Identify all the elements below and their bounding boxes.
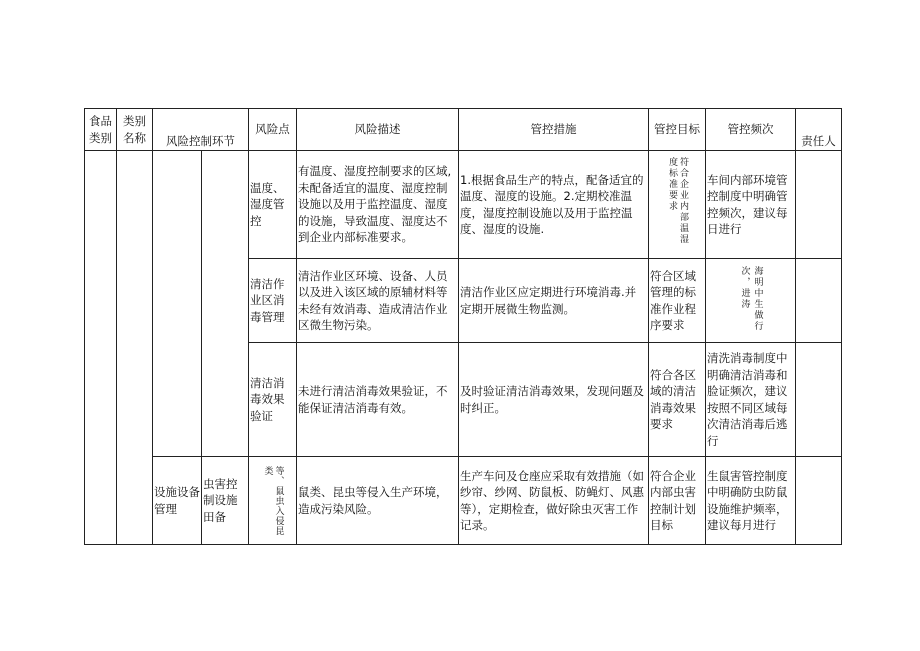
header-target: 管控目标: [649, 109, 706, 151]
header-risk-desc: 风险描述: [297, 109, 459, 151]
risk-desc-cell: 有温度、湿度控制要求的区域,未配备适宜的温度、湿度控制设施以及用于监控温度、湿度的设施，导致温度、湿度达不到企业内部标准要求。: [297, 151, 459, 259]
target-cell: 符合企业内部虫害控制计划目标: [649, 457, 706, 545]
frequency-vertical-text: 海明中生做行次，进涛: [739, 265, 763, 332]
header-row: [85, 109, 842, 151]
header-measures: 管控措施: [459, 109, 649, 151]
measures-cell: 生产车问及仓座应采取有效措施（如纱帘、纱网、防鼠板、防蝇灯、风惠等），定期检查，做好除虫灭害工作记录。: [459, 457, 649, 545]
frequency-cell: 清洗消毒制度中明确清洁消毒和脸证频次，建议按照不同区域每次清洁消毒后逃行: [706, 343, 796, 457]
target-cell: 符合各区域的清洁消毒效果要求: [649, 343, 706, 457]
risk-desc-cell: 鼠类、昆虫等侵入生产环境，造成污染风险。: [297, 457, 459, 545]
risk-point-cell: [249, 457, 297, 545]
target-cell: 符合区域管理的标准作业程序要求: [649, 259, 706, 343]
responsible-cell: [796, 259, 842, 343]
header-responsible: 责任人: [796, 109, 842, 151]
link2-cell: 虫害控制设施田备: [202, 457, 249, 545]
responsible-cell: [796, 343, 842, 457]
frequency-cell: 生鼠害管控制度中明确防虫防鼠设施维护频率，建议每月进行: [706, 457, 796, 545]
measures-cell: 1.根据食品生产的特点，配备适宜的温度、湿度的设施。2.定期校准温度，湿度控制设施以及用于监控温度、湿度的设施.: [459, 151, 649, 259]
category-name-cell: [117, 151, 153, 545]
food-category-cell: [85, 151, 117, 545]
risk-point-cell: 清洁作业区消毒管理: [249, 259, 297, 343]
responsible-cell: [796, 151, 842, 259]
header-risk-point: 风险点: [249, 109, 297, 151]
target-cell: [649, 151, 706, 259]
risk-desc-cell: 未进行清洁消毒效果验证，不能保证清洁消毒有效。: [297, 343, 459, 457]
measures-cell: 清洁作业区应定期进行环境消毒.并定期开展微生物监测。: [459, 259, 649, 343]
risk-point-cell: 清洁消毒效果验证: [249, 343, 297, 457]
link1-cell: [153, 151, 202, 457]
link2-cell: [202, 151, 249, 457]
header-food-category: 食品类别: [85, 109, 117, 151]
risk-point-vertical-text: 等、鼠虫入侵昆类: [262, 465, 284, 536]
frequency-cell: [706, 259, 796, 343]
responsible-cell: [796, 457, 842, 545]
header-frequency: 管控频次: [706, 109, 796, 151]
header-category-name: 类别名称: [117, 109, 153, 151]
table-row: [85, 151, 842, 259]
header-control-link: 风险控制环节: [153, 109, 249, 151]
risk-desc-cell: 清洁作业区环境、设备、人员以及进入该区域的原辅材料等未经有效消毒、造成清洁作业区微生物污染。: [297, 259, 459, 343]
table-row: [85, 457, 842, 545]
measures-cell: 及时验证清洁消毒效果，发现问题及时纠正。: [459, 343, 649, 457]
frequency-cell: 车间内部环境管控制度中明确管控频次，建议每日进行: [706, 151, 796, 259]
risk-point-cell: 温度、湿度管控: [249, 151, 297, 259]
link1-cell: 设施设备管理: [153, 457, 202, 545]
risk-control-table: [84, 108, 842, 545]
target-vertical-text: 符合企业内部温湿度标准要求: [667, 156, 688, 245]
